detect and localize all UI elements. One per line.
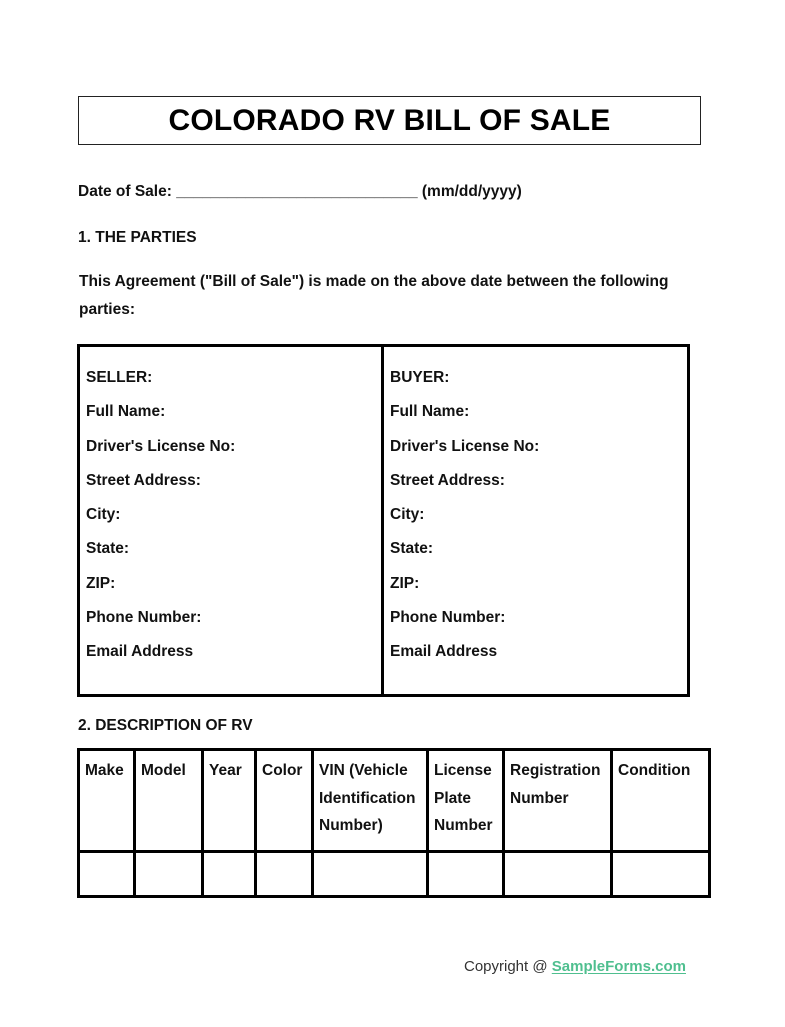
cell-make[interactable] xyxy=(79,852,135,897)
copyright-text: Copyright @ xyxy=(464,958,552,975)
cell-registration[interactable] xyxy=(504,852,612,897)
col-vin: VIN (Vehicle Identification Number) xyxy=(313,750,428,852)
buyer-heading: BUYER: xyxy=(390,369,450,386)
buyer-state-field[interactable]: State: xyxy=(390,540,434,558)
cell-model[interactable] xyxy=(135,852,203,897)
seller-heading: SELLER: xyxy=(86,369,153,386)
seller-city-field[interactable]: City: xyxy=(86,506,121,524)
cell-condition[interactable] xyxy=(612,852,710,897)
col-registration: Registration Number xyxy=(504,750,612,852)
buyer-street-field[interactable]: Street Address: xyxy=(390,471,505,489)
seller-email-field[interactable]: Email Address xyxy=(86,643,194,661)
document-title: COLORADO RV BILL OF SALE xyxy=(168,103,611,137)
cell-year[interactable] xyxy=(203,852,256,897)
date-of-sale-line xyxy=(78,183,522,201)
buyer-column xyxy=(384,347,687,694)
footer-copyright xyxy=(464,958,686,975)
cell-vin[interactable] xyxy=(313,852,428,897)
seller-zip-field[interactable]: ZIP: xyxy=(86,574,116,592)
cell-license-plate[interactable] xyxy=(428,852,504,897)
section-heading-parties: 1. THE PARTIES xyxy=(78,229,197,246)
title-box xyxy=(78,96,701,145)
buyer-zip-field[interactable]: ZIP: xyxy=(390,574,420,592)
buyer-phone-field[interactable]: Phone Number: xyxy=(390,609,506,627)
section-heading-rv-description: 2. DESCRIPTION OF RV xyxy=(78,717,253,734)
seller-street-field[interactable]: Street Address: xyxy=(86,471,201,489)
table-row xyxy=(79,852,710,897)
buyer-license-field[interactable]: Driver's License No: xyxy=(390,437,540,455)
seller-column xyxy=(80,347,384,694)
col-condition: Condition xyxy=(612,750,710,852)
col-license-plate: License Plate Number xyxy=(428,750,504,852)
cell-color[interactable] xyxy=(256,852,313,897)
date-of-sale-blank[interactable]: ____________________________ xyxy=(176,183,418,200)
rv-description-table xyxy=(77,748,711,898)
brand-link[interactable]: SampleForms.com xyxy=(551,958,686,975)
buyer-city-field[interactable]: City: xyxy=(390,506,425,524)
seller-full-name-field[interactable]: Full Name: xyxy=(86,403,166,421)
parties-box xyxy=(77,344,690,697)
buyer-full-name-field[interactable]: Full Name: xyxy=(390,403,470,421)
date-of-sale-label: Date of Sale: xyxy=(78,183,172,200)
table-header-row xyxy=(79,750,710,852)
seller-state-field[interactable]: State: xyxy=(86,540,130,558)
col-model: Model xyxy=(135,750,203,852)
seller-phone-field[interactable]: Phone Number: xyxy=(86,609,202,627)
col-year: Year xyxy=(203,750,256,852)
date-format-hint: (mm/dd/yyyy) xyxy=(421,183,522,200)
seller-license-field[interactable]: Driver's License No: xyxy=(86,437,236,455)
agreement-intro: This Agreement ("Bill of Sale") is made on the above date between the following parties: xyxy=(79,273,669,318)
col-color: Color xyxy=(256,750,313,852)
buyer-email-field[interactable]: Email Address xyxy=(390,643,498,661)
col-make: Make xyxy=(79,750,135,852)
